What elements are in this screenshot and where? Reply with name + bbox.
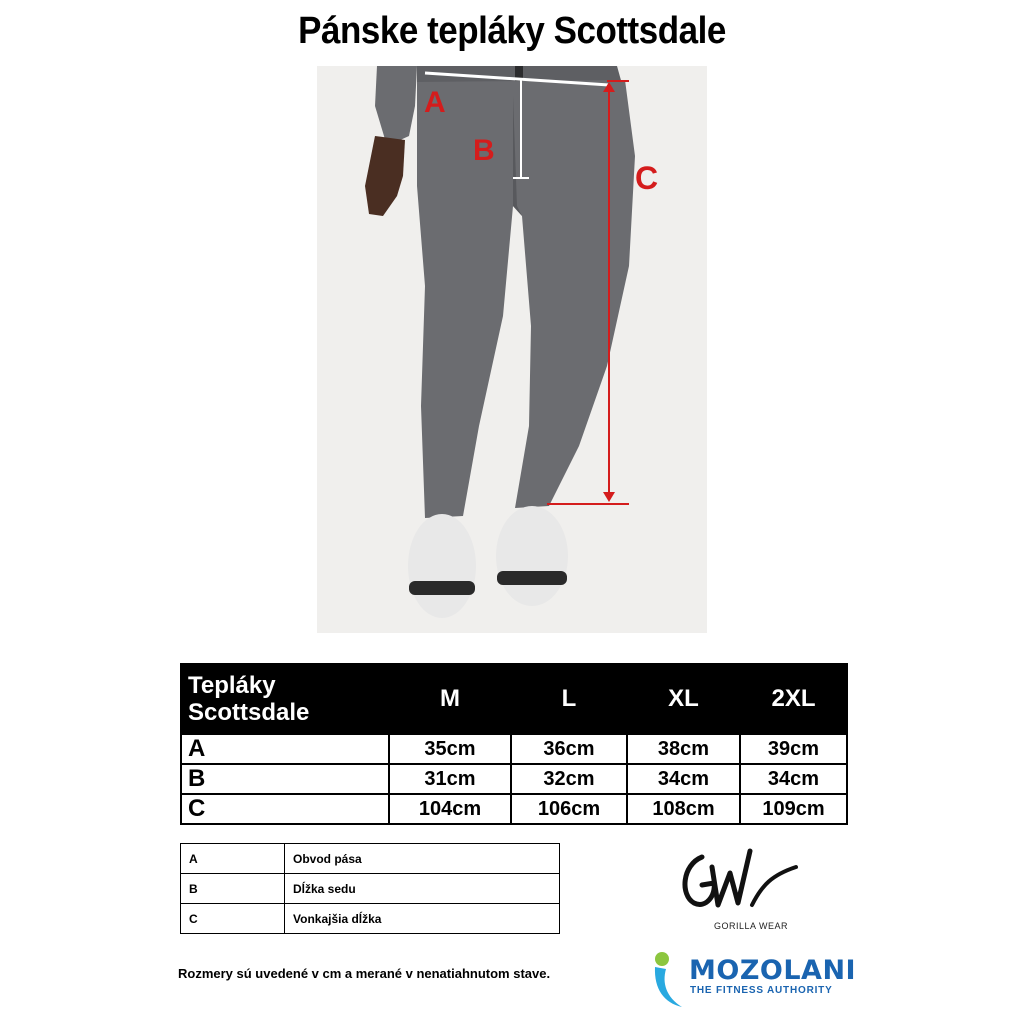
legend-text: Obvod pása: [285, 844, 560, 874]
size-2xl: 2XL: [740, 664, 847, 734]
marker-b: B: [473, 134, 495, 167]
table-cell: 36cm: [511, 734, 627, 764]
page-title: Pánske tepláky Scottsdale: [298, 10, 726, 52]
size-m: M: [389, 664, 511, 734]
legend-key: C: [181, 904, 285, 934]
table-cell: 39cm: [740, 734, 847, 764]
mozolani-brand: MOZOLANI: [689, 955, 857, 986]
gorilla-wear-text: GORILLA WEAR: [714, 921, 789, 931]
size-l: L: [511, 664, 627, 734]
pants-illustration: [317, 66, 707, 633]
row-label: B: [181, 764, 389, 794]
product-photo: [317, 66, 707, 633]
header-label-line1: Tepláky: [188, 672, 276, 699]
table-row: [181, 794, 847, 824]
legend-key: A: [181, 844, 285, 874]
legend-row: [181, 874, 560, 904]
size-table-header: [181, 664, 847, 734]
table-cell: 108cm: [627, 794, 740, 824]
legend-key: B: [181, 874, 285, 904]
legend-text: Vonkajšia dĺžka: [285, 904, 560, 934]
table-cell: 34cm: [627, 764, 740, 794]
table-cell: 34cm: [740, 764, 847, 794]
table-cell: 104cm: [389, 794, 511, 824]
marker-a: A: [424, 86, 446, 119]
table-row: [181, 764, 847, 794]
table-cell: 31cm: [389, 764, 511, 794]
table-cell: 106cm: [511, 794, 627, 824]
marker-c: C: [635, 160, 659, 196]
legend-row: [181, 904, 560, 934]
size-table: [180, 663, 848, 825]
row-label: A: [181, 734, 389, 764]
gorilla-wear-logo: [672, 845, 812, 925]
table-cell: 38cm: [627, 734, 740, 764]
table-cell: 35cm: [389, 734, 511, 764]
mozolani-tagline: THE FITNESS AUTHORITY: [690, 985, 833, 996]
mozolani-icon: [652, 949, 684, 1009]
table-row: [181, 734, 847, 764]
legend-table: [180, 843, 560, 934]
measurement-note: Rozmery sú uvedené v cm a merané v nenatiahnutom stave.: [178, 966, 551, 981]
table-cell: 32cm: [511, 764, 627, 794]
size-xl: XL: [627, 664, 740, 734]
header-label: [181, 664, 389, 734]
header-label-line2: Scottsdale: [188, 699, 310, 726]
row-label: C: [181, 794, 389, 824]
legend-text: Dĺžka sedu: [285, 874, 560, 904]
legend-row: [181, 844, 560, 874]
table-cell: 109cm: [740, 794, 847, 824]
